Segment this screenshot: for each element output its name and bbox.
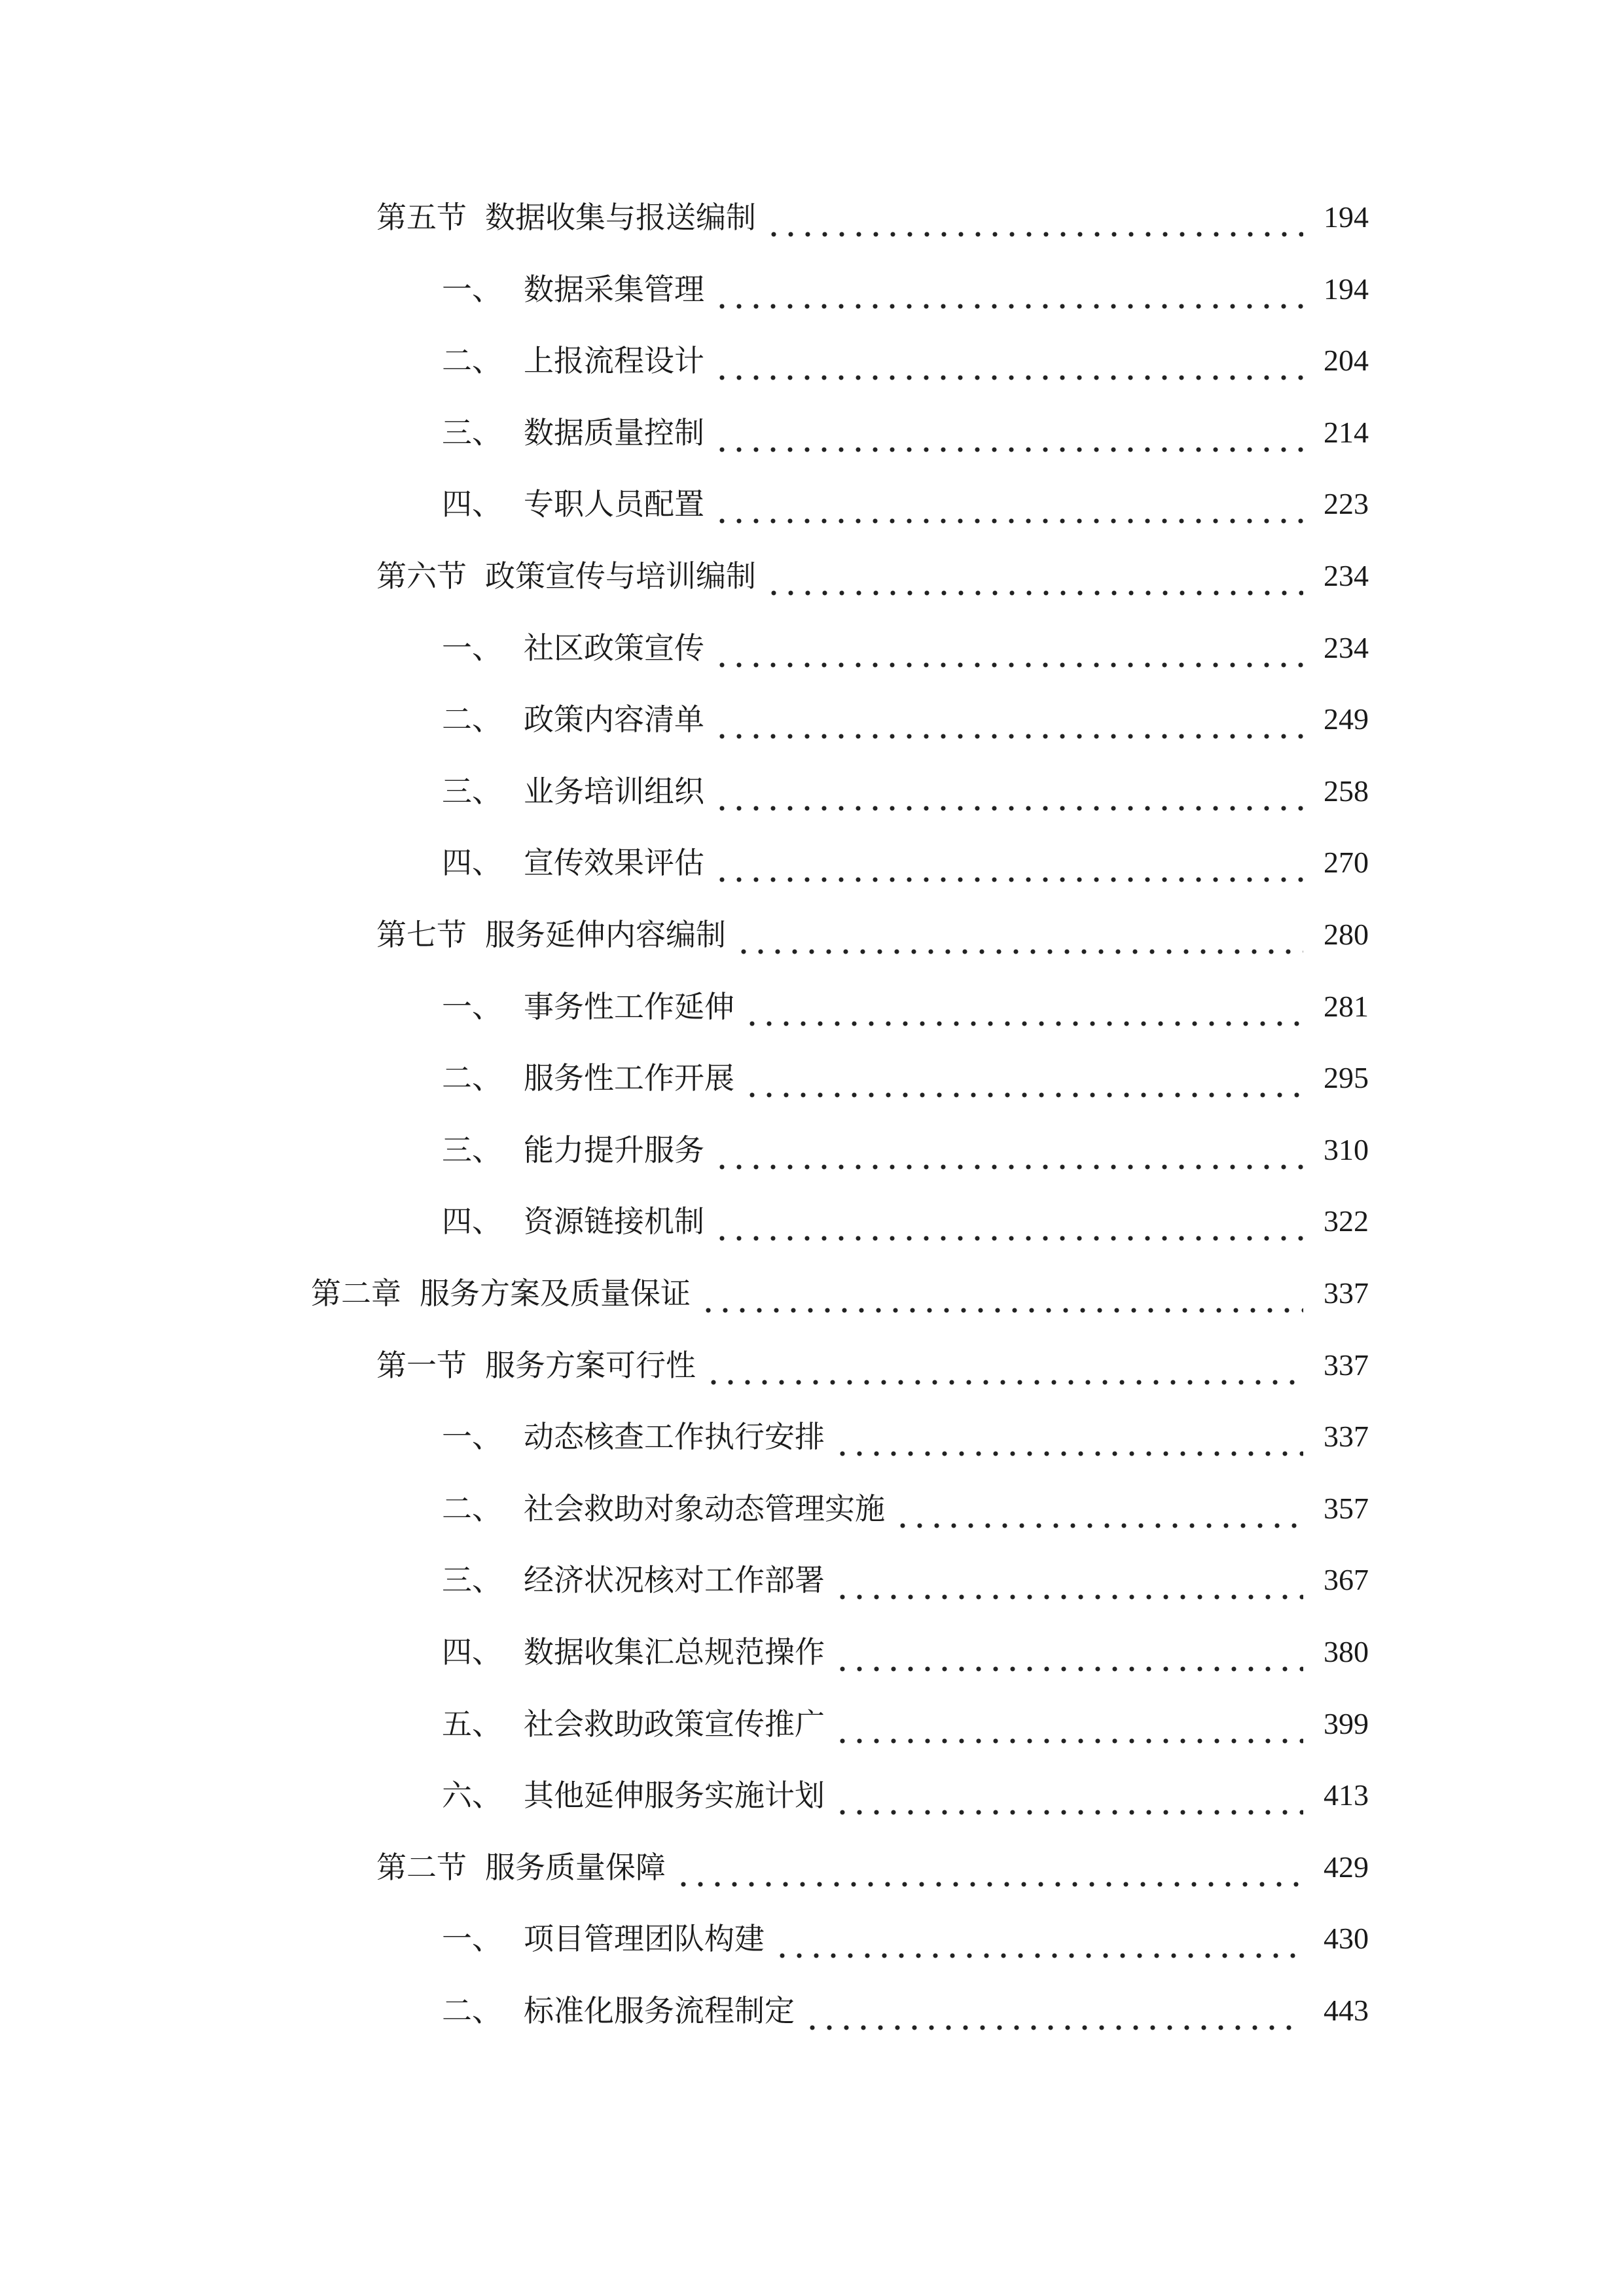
dot-leader: [713, 478, 1303, 530]
toc-entry[interactable]: [442, 1984, 1369, 2037]
toc-entry-label: [442, 1698, 825, 1750]
toc-page-number: 194: [1324, 272, 1369, 306]
toc-entry[interactable]: [311, 1267, 1369, 1319]
toc-entry-title: 其他延伸服务实施计划: [524, 1778, 825, 1813]
toc-entry-label: [442, 693, 704, 745]
toc-entry-title: 服务性工作开展: [524, 1060, 734, 1096]
toc-entry-label: [442, 1410, 825, 1463]
dot-leader: [675, 1841, 1303, 1893]
toc-entry-title: 业务培训组织: [524, 774, 704, 809]
toc-entry-label: [442, 1052, 734, 1104]
dot-leader: [744, 980, 1303, 1033]
toc-entry-label: [442, 1482, 885, 1535]
toc-entry-number: 三、: [442, 415, 502, 450]
dot-leader: [713, 622, 1303, 674]
toc-page-number: 281: [1324, 990, 1369, 1023]
toc-entry[interactable]: [442, 406, 1369, 459]
dot-leader: [774, 1912, 1303, 1965]
toc-entry-title: 宣传效果评估: [524, 845, 704, 880]
toc-entry-number: 一、: [442, 989, 502, 1024]
toc-entry-title: 资源链接机制: [524, 1204, 704, 1239]
toc-page-number: 413: [1324, 1778, 1369, 1812]
dot-leader: [834, 1626, 1303, 1678]
toc-entry-title: 专职人员配置: [524, 486, 704, 522]
toc-page-number: 357: [1324, 1492, 1369, 1525]
toc-page-number: 249: [1324, 702, 1369, 736]
toc-entry-label: [376, 1841, 666, 1893]
toc-entry-title: 标准化服务流程制定: [524, 1993, 795, 2028]
dot-leader: [713, 836, 1303, 889]
toc-entry-number: 一、: [442, 272, 502, 307]
toc-entry-number: 一、: [442, 630, 502, 666]
toc-entry-number: 二、: [442, 343, 502, 378]
toc-entry-title: 数据收集汇总规范操作: [524, 1634, 825, 1670]
toc-page-number: 367: [1324, 1563, 1369, 1596]
toc-entry-label: [311, 1267, 691, 1319]
toc-entry-number: 四、: [442, 1204, 502, 1239]
dot-leader: [894, 1482, 1303, 1535]
dot-leader: [713, 263, 1303, 315]
toc-entry-title: 事务性工作延伸: [524, 989, 734, 1024]
toc-page-number: 223: [1324, 487, 1369, 520]
toc-page-number: 194: [1324, 200, 1369, 234]
toc-entry-title: 服务方案可行性: [485, 1348, 696, 1383]
dot-leader: [713, 406, 1303, 459]
toc-entry[interactable]: [442, 1769, 1369, 1821]
toc-entry-number: 三、: [442, 1562, 502, 1598]
dot-leader: [735, 908, 1303, 961]
toc-entry[interactable]: [442, 1195, 1369, 1247]
toc-entry-label: [442, 1124, 704, 1176]
dot-leader: [744, 1052, 1303, 1104]
toc-page-number: 234: [1324, 559, 1369, 592]
toc-entry[interactable]: [442, 693, 1369, 745]
toc-entry-title: 服务延伸内容编制: [485, 917, 726, 952]
toc-entry[interactable]: [442, 263, 1369, 315]
toc-entry-number: 第七节: [376, 917, 467, 952]
toc-entry-label: [442, 765, 704, 817]
toc-entry-title: 政策宣传与培训编制: [485, 558, 756, 594]
toc-entry-label: [376, 908, 726, 961]
toc-entry-label: [442, 980, 734, 1033]
toc-entry-label: [442, 836, 704, 889]
toc-entry-number: 三、: [442, 1132, 502, 1168]
toc-entry[interactable]: [376, 550, 1369, 602]
toc-entry[interactable]: [442, 1410, 1369, 1463]
toc-page-number: 399: [1324, 1707, 1369, 1740]
toc-page-number: 337: [1324, 1348, 1369, 1382]
toc-entry-title: 项目管理团队构建: [524, 1921, 765, 1956]
dot-leader: [700, 1267, 1303, 1319]
toc-page-number: 430: [1324, 1922, 1369, 1955]
toc-entry-number: 六、: [442, 1778, 502, 1813]
toc-entry[interactable]: [376, 1841, 1369, 1893]
toc-entry-number: 一、: [442, 1419, 502, 1454]
toc-entry[interactable]: [442, 1698, 1369, 1750]
dot-leader: [765, 550, 1303, 602]
toc-entry[interactable]: [376, 191, 1369, 243]
toc-entry-title: 上报流程设计: [524, 343, 704, 378]
toc-entry-label: [376, 550, 756, 602]
toc-entry-number: 四、: [442, 845, 502, 880]
toc-entry[interactable]: [442, 478, 1369, 530]
dot-leader: [834, 1554, 1303, 1606]
toc-entry-label: [442, 1769, 825, 1821]
dot-leader: [804, 1984, 1303, 2037]
toc-entry-label: [442, 406, 704, 459]
toc-page-number: 322: [1324, 1204, 1369, 1238]
toc-entry-label: [442, 1626, 825, 1678]
toc-entry[interactable]: [442, 1124, 1369, 1176]
toc-entry-title: 经济状况核对工作部署: [524, 1562, 825, 1598]
toc-entry-title: 社区政策宣传: [524, 630, 704, 666]
toc-entry-label: [442, 1554, 825, 1606]
toc-entry-title: 动态核查工作执行安排: [524, 1419, 825, 1454]
toc-page-number: 295: [1324, 1061, 1369, 1094]
toc-entry[interactable]: [376, 908, 1369, 961]
toc-entry-title: 能力提升服务: [524, 1132, 704, 1168]
toc-page-number: 214: [1324, 416, 1369, 449]
toc-entry-number: 第六节: [376, 558, 467, 594]
toc-entry-number: 第一节: [376, 1348, 467, 1383]
toc-entry-title: 数据采集管理: [524, 272, 704, 307]
toc-entry-number: 四、: [442, 1634, 502, 1670]
toc-entry[interactable]: [442, 1912, 1369, 1965]
toc-page-number: 429: [1324, 1850, 1369, 1884]
toc-entry-title: 社会救助政策宣传推广: [524, 1706, 825, 1742]
toc-entry[interactable]: [442, 622, 1369, 674]
toc-entry-number: 二、: [442, 702, 502, 737]
toc-entry-number: 二、: [442, 1491, 502, 1526]
dot-leader: [713, 765, 1303, 817]
dot-leader: [713, 334, 1303, 387]
toc-entry-label: [376, 1339, 696, 1391]
toc-page-number: 337: [1324, 1276, 1369, 1310]
toc-entry-number: 二、: [442, 1993, 502, 2028]
toc-entry-number: 三、: [442, 774, 502, 809]
toc-entry-title: 数据收集与报送编制: [485, 200, 756, 235]
toc-entry-number: 第二节: [376, 1850, 467, 1885]
toc-entry-label: [376, 191, 756, 243]
toc-entry-label: [442, 622, 704, 674]
dot-leader: [705, 1339, 1303, 1391]
toc-entry-number: 五、: [442, 1706, 502, 1742]
toc-page-number: 234: [1324, 631, 1369, 664]
toc-page-number: 443: [1324, 1994, 1369, 2027]
toc-entry[interactable]: [442, 1482, 1369, 1535]
dot-leader: [834, 1410, 1303, 1463]
toc-entry-label: [442, 263, 704, 315]
toc-entry-label: [442, 1195, 704, 1247]
dot-leader: [713, 1124, 1303, 1176]
dot-leader: [834, 1769, 1303, 1821]
toc-entry[interactable]: [376, 1339, 1369, 1391]
toc-page-number: 337: [1324, 1420, 1369, 1453]
toc-entry[interactable]: [442, 1052, 1369, 1104]
toc-page-number: 204: [1324, 344, 1369, 377]
toc-entry-number: 第五节: [376, 200, 467, 235]
toc-entry-title: 数据质量控制: [524, 415, 704, 450]
toc-entry-number: 第二章: [311, 1276, 401, 1311]
dot-leader: [713, 693, 1303, 745]
toc-entry-label: [442, 1984, 795, 2037]
toc-entry[interactable]: [442, 1626, 1369, 1678]
toc-entry-label: [442, 478, 704, 530]
toc-entry-number: 二、: [442, 1060, 502, 1096]
dot-leader: [765, 191, 1303, 243]
toc-entry-title: 服务方案及质量保证: [420, 1276, 691, 1311]
toc-entry-label: [442, 334, 704, 387]
toc-entry-number: 四、: [442, 486, 502, 522]
toc-page-number: 258: [1324, 774, 1369, 808]
toc-entry-label: [442, 1912, 765, 1965]
toc-entry-title: 服务质量保障: [485, 1850, 666, 1885]
toc-entry-number: 一、: [442, 1921, 502, 1956]
dot-leader: [713, 1195, 1303, 1247]
toc-entry[interactable]: [442, 1554, 1369, 1606]
toc-page-number: 380: [1324, 1635, 1369, 1668]
dot-leader: [834, 1698, 1303, 1750]
toc-entry[interactable]: [442, 765, 1369, 817]
toc-entry-title: 政策内容清单: [524, 702, 704, 737]
toc-entry-title: 社会救助对象动态管理实施: [524, 1491, 885, 1526]
toc-page-number: 310: [1324, 1133, 1369, 1166]
toc-page-number: 280: [1324, 918, 1369, 951]
toc-entry[interactable]: [442, 836, 1369, 889]
toc-entry[interactable]: [442, 980, 1369, 1033]
toc-entry[interactable]: [442, 334, 1369, 387]
toc-page-number: 270: [1324, 846, 1369, 879]
